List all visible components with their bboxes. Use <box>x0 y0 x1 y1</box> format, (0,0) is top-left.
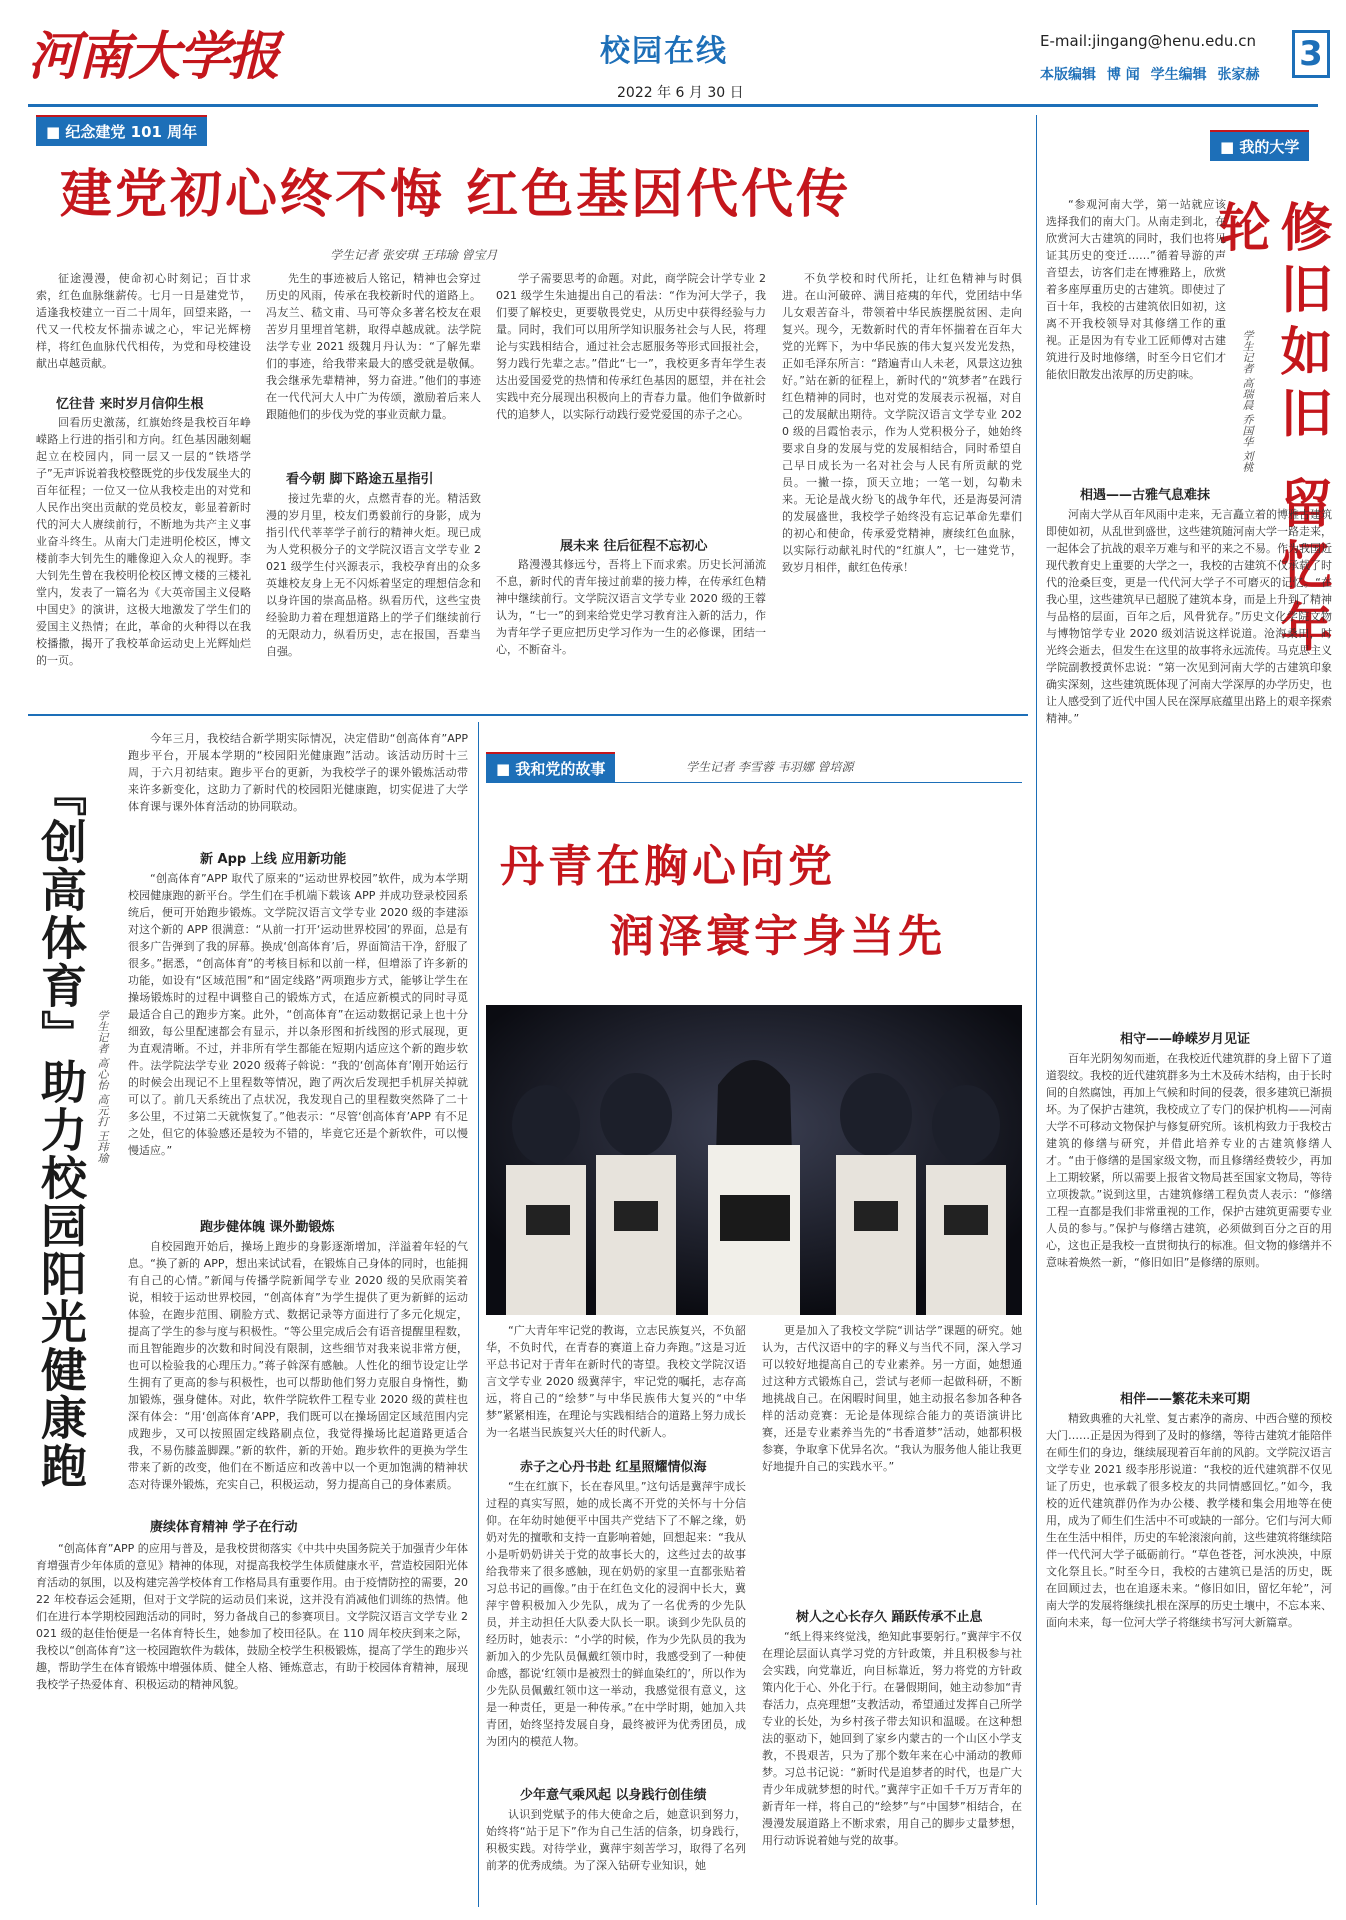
right-column-divider <box>1036 115 1037 1905</box>
lead-col1b-text: 回看历史激荡，红旗始终是我校百年峥嵘路上行进的指引和方向。红色基因融刻崛起立在校园内，同一层又一层的“铁塔学子”无声诉说着我校整既党的步伐发展坐大的百年征程；一位又一位从我校走出的对党和人民作出突出贡献的党员校友，彰显着新时代的河大人赓续前行，不断地为共产主义事业奋斗终生。从南大门走进明伦校区，博文楼前李大钊先生的雕像迎入众人的视野。李大钊先生曾在我校明伦校区博文楼的三楼礼堂内，发表了一篇名为《大英帝国主义侵略中国史》的演讲，这极大地激发了学生们的爱国主义热情；在此，革命的火种得以在我校播撒，揭开了我校革命运动史上光辉灿烂的一页。 <box>36 416 251 667</box>
newspaper-logo: 河南大学报 <box>28 26 279 87</box>
lead-bottom-rule <box>28 714 1028 716</box>
sport-p2-text: 自校园跑开始后，操场上跑步的身影逐渐增加，洋溢着年轻的气息。“换了新的 APP，想出来试试看，在锻炼自己身体的同时，也能拥有自己的心情。”新闻与传播学院新闻学专业 2020 级的吴欣雨笑着说，相较于运动世界校园，“创高体育”为学生提供了更为新鲜的运动体验，在跑步范围、刷脸方式、数据记录等方面进行了多元化规定，提高了学生的参与度与积极性。“等公里完成后会有语音提醒里程数，而且智能跑步的次数和时间没有限制，这些细节对我来说非常方便，也可以检验我的心理压力。”蒋子斡深有感触。人性化的细节设定让学生拥有了更高的参与积极性，也可以帮助他们努力克服自身惰性，勤加锻炼，强身健体。对此，软件学院软件工程专业 2020 级的黄柱也深有体会：“用‘创高体育’APP，我们既可以在操场固定区域范围内完成跑步，又可以按照固定线路刷点位，我觉得操场比起道路更适合我，不易伤膝盖脚踝。”新的软件，新的开始。跑步软件的更换为学生带来了新的改变，他们在不断适应和改善中以一个更加饱满的精神状态对待课外锻炼，充实自己，积极运动，努力提高自己的身体素质。 <box>128 1240 468 1491</box>
feature-subhead-1: 赤子之心丹书赴 红星照耀情似海 <box>520 1460 707 1475</box>
sport-intro-text: 今年三月，我校结合新学期实际情况，决定借助“创高体育”APP 跑步平台，开展本学期的“校园阳光健康跑”活动。该活动历时十三周，于六月初结束。跑步平台的更新，为我校学子的课外锻炼活动带来许多新变化，这助力了新时代的校园阳光健康跑，切实促进了大学体育课与课外体育活动的协同联动。 <box>128 732 468 813</box>
issue-date: 2022 年 6 月 30 日 <box>617 85 744 101</box>
campus-vertical-title: 修旧如旧 留忆年轮 <box>1209 200 1332 663</box>
lead-col3-text: 学子需要思考的命题。对此，商学院会计学专业 2021 级学生朱迪提出自己的看法：“作为河大学子，我们要了解校史，更要敬畏党史，从历史中获得经验与力量。同时，我们可以用所学知识服务社会与人民，将理论与实践相结合，通过社会志愿服务等形式回报社会，努力践行先辈之志。”借此“七一”，我校更多青年学生表达出爱国爱党的热情和传承红色基因的愿望，并在社会实践中充分展现出积极向上的青春力量。他们争做新时代的追梦人，以实际行动践行爱党爱国的赤子之心。 <box>496 272 766 421</box>
lead-byline: 学生记者 张安琪 王玮瑜 曾宝月 <box>330 248 498 262</box>
editors-line <box>1040 64 1266 84</box>
sport-p1-text: “创高体育”APP 取代了原来的“运动世界校园”软件，成为本学期校园健康跑的新平台。学生们在手机端下载该 APP 并成功登录校园系统后，便可开始跑步锻炼。文学院汉语言文学专业 2020 级的李建添对这个新的 APP 很满意：“从前一打开‘运动世界校园’的界面，总是有很多广告弹到了我的屏幕。换成‘创高体育’后，界面简洁干净，舒服了很多。”据悉，“创高体育”的考核目标和以前一样，但增添了许多新的功能，如设有“区域范围”和“固定线路”两项跑步方式，能够让学生在操场锻炼时的过程中调整自己的锻炼方式，在适应新模式的同时寻觅最适合自己的跑步方案。此外，“创高体育”在运动数据记录上也十分细致，每公里配速都会有显示，并以条形图和折线图的形式展现，更为直观清晰。不过，并非所有学生都能在短期内适应这个新的跑步软件。法学院法学专业 2020 级蒋子斡说：“我的‘创高体育’刚开始运行的时候会出现记不上里程数等情况，跑了两次后发现把手机屏关掉就可以了。前几天系统出了点状况，我发现自己的里程数突然降了二十多公里，不过第二天就恢复了。”他表示：“尽管‘创高体育’APP 有不足之处，但它的体验感还是较为不错的，毕竟它还是个新软件，可以慢慢适应。” <box>128 872 468 1157</box>
lead-subhead-1: 忆往昔 来时岁月信仰生根 <box>56 397 204 412</box>
feature-p2-text: 认识到党赋予的伟大使命之后，她意识到努力，始终将“站于足下”作为自己生活的信条，切身践行，积极实践。对待学业，冀萍宇刻苦学习，取得了名列前茅的优秀成绩。为了深入钻研专业知识，她 <box>486 1808 746 1872</box>
sport-subhead-1: 新 App 上线 应用新功能 <box>200 852 347 867</box>
feature-p1-text: “生在红旗下，长在春风里。”这句话是冀萍宇成长过程的真实写照，她的成长离不开党的关怀与十分信仰。在年幼时她便平中国共产党结下了不解之缘，奶奶对先的擅歌和支持一直影响着她，回想起来：“我从小是听奶奶讲关于党的故事长大的，这些过去的故事给我带来了很多感触，现在奶奶的家里一直都张贴着习总书记的画像。”由于在红色文化的浸润中长大，冀萍宇曾积极加入少先队，成为了一名优秀的少先队员，并主动担任大队委大队长一职。谈到少先队员的经历时，她表示：“小学的时候，作为少先队员的我为新加入的少先队员佩戴红领巾时，我感受到了一种使命感，都说‘红领巾是被烈士的鲜血染红的’，所以作为少先队员佩戴红领巾这一举动，我感觉很有意义，这是一种责任，更是一种传承。”在中学时期，她加入共青团，始终坚持发展自身，最终被评为优秀团员，成为团内的模范人物。 <box>486 1480 746 1748</box>
sport-feature-divider <box>478 722 479 1907</box>
sport-p2b-text <box>36 1410 468 1508</box>
feature-p4-text: “纸上得来终觉浅，绝知此事要躬行。”冀萍宇不仅在理论层面认真学习党的方针政策，并且积极参与社会实践，向党靠近，向目标靠近，努力将党的方针政策内化于心、外化于行。在暑假期间，她主动参加“青春活力，点亮理想”支教活动，希望通过发挥自己所学专业的长处，为乡村孩子带去知识和温暖。在这种想法的驱动下，她回到了家乡内蒙古的一个山区小学支教，不畏艰苦，只为了那个数年来在心中涌动的教师梦。习总书记说：“新时代是追梦者的时代，也是广大青少年成就梦想的时代。”冀萍宇正如千千万万青年的新青年一样，将自己的“绘梦”与“中国梦”相结合，在漫漫发展道路上不断求索，用自己的脚步丈量梦想，用行动诉说着她与党的故事。 <box>762 1630 1022 1847</box>
sport-subhead-3: 赓续体育精神 学子在行动 <box>150 1520 298 1535</box>
lead-col2-text: 先生的事迹被后人铭记，精神也会穿过历史的风雨，传承在我校新时代的道路上。冯友兰、嵇文甫、马可等众多著名校友在艰苦岁月里埋首笔耕，取得卓越成就。法学院法学专业 2021 级魏月丹认为：“了解先辈们的事迹，给我带来最大的感受就是敬佩。我会继承先辈精神，努力奋进。”他们的事迹在一代代河大人中广为传颂，激励着后来人跟随他们的步伐为党的事业贡献力量。 <box>266 272 481 421</box>
editor-label-2: 学生编辑 <box>1150 67 1207 83</box>
sport-p3-text: “创高体育”APP 的应用与普及，是我校贯彻落实《中共中央国务院关于加强青少年体育增强青少年体质的意见》精神的体现，对提高我校学生体质健康水平，营造校园阳光体育活动的氛围，以及构建完善学校体育工作格局具有重要作用。由于疫情防控的需要，2022 年校春运会延期，但对于文学院的运动员们来说，这并没有消减他们训练的热情。他们在进行本学期校园跑活动的同时，努力备战自己的参赛项目。文学院汉语言文学专业 2021 级的赵佳怡便是一名体育特长生，她参加了校田径队。在 110 周年校庆到来之际，我校以“创高体育”这一校园跑软件为载体，鼓励全校学生积极锻炼，提高了学生的跑步兴趣，帮助学生在体育锻炼中增强体质、健全人格、锤炼意志，有助于校园体育精神，展现我校学子热爱体育、积极运动的精神风貌。 <box>36 1542 468 1691</box>
lead-col4-text: 不负学校和时代所托，让红色精神与时俱进。在山河破碎、满目疮痍的年代，党团结中华儿女艰苦奋斗，带领着中华民族摆脱贫困、走向复兴。现今，无数新时代的青年怀揣着在百年大党的光辉下，为中华民族的伟大复兴发光发热，正如毛泽东所言：“踏遍青山人未老，风景这边独好。”站在新的征程上，新时代的“筑梦者”在践行红色精神的同时，也对党的发展表示祝福，对自己的发展献出期待。文学院汉语言文学专业 2020 级的吕霞怡表示，作为人党积极分子，她始终要求自身的发展与党的发展相结合，同时希望自己早日成长为一名对社会与人民有所贡献的党员。一撇一捺，顶天立地；一笔一划，勾勒未来。无论是战火纷飞的战争年代，还是海晏河清的发展盛世，我校学子始终没有忘记革命先辈们的初心和使命，传承爱党精神，赓续红色血脉，以实际行动献礼时代的“红旗人”，七一建党节，致岁月相伴，献红色传承！ <box>782 272 1022 574</box>
feature-top-rule <box>486 782 1022 783</box>
campus-subhead-1: 相遇——古雅气息难抹 <box>1080 488 1211 503</box>
sport-vertical-title: 『创高体育』助力校园阳光健康跑 <box>34 770 88 1490</box>
sport-subhead-2: 跑步健体魄 课外勤锻炼 <box>200 1220 335 1235</box>
campus-byline: 学生记者 高瑞晨 乔国华 刘桃 <box>1241 330 1254 473</box>
contact-email[interactable]: E-mail:jingang@henu.edu.cn <box>1040 32 1256 50</box>
feature-subhead-3: 树人之心长存久 踊跃传承不止息 <box>796 1610 983 1625</box>
campus-p1-text: 河南大学从百年风雨中走来，无言矗立着的博雅古建筑即使如初，从乱世到盛世，这些建筑随河南大学一路走来，一起体会了抗战的艰辛万难与和平的来之不易。作为我国近现代教育史上重要的大学之一，我校的古建筑不仅承载了时代的沧桑巨变，更是一代代河大学子不可磨灭的记忆。“在我心里，这些建筑早已超脱了建筑本身，而是上升到了精神与品格的层面，百年之后，风骨犹存。”历史文化学院文物与博物馆学专业 2020 级刘洁说这样说道。沧海桑田，时光终会逝去，但发生在这里的故事将永远流传。马克思主义学院副教授黄怀忠说：“第一次见到河南大学的古建筑印象确实深刻，这些建筑既体现了河南大学深厚的办学历史，也让人感受到了近代中国人民在深厚底蕴里出路上的艰辛探索精神。” <box>1046 508 1332 725</box>
campus-subhead-2: 相守——峥嵘岁月见证 <box>1120 1032 1251 1047</box>
lead-subhead-2: 看今朝 脚下路途五星指引 <box>286 472 434 487</box>
feature-title-line-2: 润泽寰宇身当先 <box>610 911 946 962</box>
campus-section-tag: ■ 我的大学 <box>1210 130 1309 161</box>
feature-subhead-2: 少年意气乘风起 以身践行创佳绩 <box>520 1788 707 1803</box>
feature-section-tag: ■ 我和党的故事 <box>486 752 615 783</box>
lead-headline: 建党初心终不悔 红色基因代代传 <box>60 164 852 225</box>
lead-subhead-3: 展未来 往后征程不忘初心 <box>560 539 708 554</box>
editor-name-1: 博 闻 <box>1106 67 1140 83</box>
masthead-divider <box>28 104 1318 107</box>
feature-byline: 学生记者 李雪蓉 韦羽娜 曾培源 <box>686 760 854 774</box>
masthead <box>0 0 1346 120</box>
feature-photo-singers <box>486 1005 1022 1315</box>
feature-lead-text: “广大青年牢记党的教诲，立志民族复兴，不负韶华，不负时代，在青春的赛道上奋力奔跑。”这是习近平总书记对于青年在新时代的寄望。我校文学院汉语言文学专业 2020 级冀萍宇，牢记党的嘱托，志存高远，将自己的“绘梦”与中华民族伟大复兴的“中华梦”紧紧相连，在理论与实践相结合的道路上努力成长为一名堪当民族复兴大任的时代新人。 <box>486 1324 746 1439</box>
section-title: 校园在线 <box>600 34 728 69</box>
sport-byline: 学生记者 高心怡 高元打 王玮瑜 <box>96 1010 109 1164</box>
choir-photo-illustration <box>486 1005 1022 1315</box>
lead-col2b-text: 接过先辈的火，点燃青春的光。精活致漫的岁月里，校友们勇毅前行的身影，成为指引代代莘莘学子前行的精神火炬。现已成为人党积极分子的文学院汉语言文学专业 2021 级学生付兴源表示，我校孕育出的众多英雄校友身上无不闪烁着坚定的理想信念和以身许国的崇高品格。纵看历代，这些宝贵经验助力着在理想道路上的学子们继续前行的无限动力，纵看历史，志在报国，吾辈当自强。 <box>266 492 481 658</box>
campus-intro-text: “参观河南大学，第一站就应该选择我们的南大门。从南走到北，在欣赏河大古建筑的同时，我们也将见证其历史的变迁……”循着导游的声音望去，访客们走在博雅路上，欣赏着多座厚重历史的古建筑。即使过了百十年，我校的古建筑依旧如初，这离不开我校领导对其修缮工作的重视。正是因为有专业工匠师傅对古建筑进行及时地修缮，时至今日它们才能依旧散发出浓厚的历史韵味。 <box>1046 198 1226 381</box>
editor-name-2: 张家赫 <box>1217 67 1260 83</box>
campus-p2-text: 百年光阴匆匆而逝，在我校近代建筑群的身上留下了道道裂纹。我校的近代建筑群多为土木及砖木结构，由于长时间的自然腐蚀，再加上气候和时间的侵袭，很多建筑已渐损坏。为了保护古建筑，我校成立了专门的保护机构——河南大学不可移动文物保护与修复研究所。该机构致力于我校古建筑的修缮与研究，并借此培养专业的古建筑修缮人才。“由于修缮的是国家级文物，而且修缮经费较少，再加上工期较紧，所以需要上报省文物局甚至国家文物局，等待立项拨款。”说到这里，古建筑修缮工程负责人表示：“修缮工程一直都是我们非常重视的工作，保护古建筑更需要专业人员的参与。”保护与修缮古建筑，必须做到百分之百的用心，这也正是我校一直贯彻执行的标准。但文物的修缮并不意味着焕然一新，“修旧如旧”是修缮的原则。 <box>1046 1052 1332 1269</box>
campus-p3-text: 精致典雅的大礼堂、复古素净的斋房、中西合璧的预校大门……正是因为得到了及时的修缮，等待古建筑才能陪伴在师生们的身边，继续展现着百年前的风韵。文学院汉语言文学专业 2021 级李彤彤说道：“我校的近代建筑群不仅见证了历史，也承载了很多校友的共同情感回忆。”如今，我校的近代建筑群仍作为办公楼、教学楼和集会用地等在使用，成为了师生们生活中不可或缺的一部分。它们与河大师生在生活中相伴，历史的车轮滚滚向前，这些建筑将继续陪伴一代代河大学子砥砺前行。“草色苍苍，河水泱泱，中原文化祭且长。”时至今日，我校的古建筑已是活的历史，既在回顾过去，也在追逐未来。“修旧如旧，留忆年轮”，河南大学的发展将继续扎根在深厚的历史土壤中，不忘本来、面向未来，每一位河大学子将继续书写河大新篇章。 <box>1046 1412 1332 1629</box>
page-number-badge: 3 <box>1292 30 1330 78</box>
lead-col1-text: 征途漫漫，使命初心时刻记；百廿求索，红色血脉继薪传。七月一日是建党节，适逢我校建立一百二十周年，回望来路，一代又一代校友怀揣赤诚之心，牢记光辉榜样，将红色血脉代代相传，为党和母校建设献出卓越贡献。 <box>36 272 251 370</box>
feature-title-line-1: 丹青在胸心向党 <box>500 841 836 892</box>
editor-label-1: 本版编辑 <box>1040 67 1096 83</box>
lead-section-tag: ■ 纪念建党 101 周年 <box>36 115 207 146</box>
lead-col3b-text: 路漫漫其修远兮，吾将上下而求索。历史长河涌流不息，新时代的青年接过前辈的接力棒，在传承红色精神中继续前行。文学院汉语言文学专业 2020 级的王蓉认为，“七一”的到来给党史学习教育注入新的活力，作为青年学子更应把历史学习作为一生的必修课，团结一心，不断奋斗。 <box>496 558 766 656</box>
feature-p3-text: 更是加入了我校文学院“训诂学”课题的研究。她认为，古代汉语中的字的释义与当代不同，深入学习可以较好地提高自己的专业素养。另一方面，她想通过这种方式锻炼自己，尝试与老师一起做科研，不断地挑战自己。在闲暇时间里，她主动报名参加各种各样的活动竞赛：无论是体现综合能力的英语演讲比赛，还是专业素养当先的“书香道梦”活动，她都积极参赛，争取拿下优异名次。“我认为服务他人能让我更好地提升自己的实践水平。” <box>762 1324 1022 1473</box>
campus-subhead-3: 相伴——繁花未来可期 <box>1120 1392 1251 1407</box>
